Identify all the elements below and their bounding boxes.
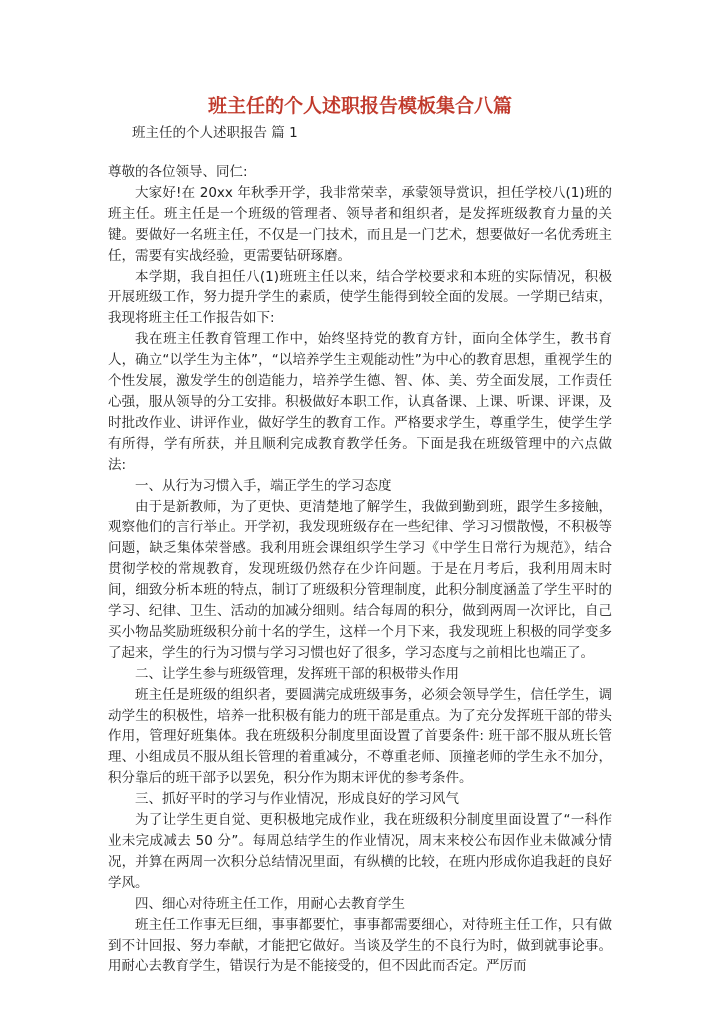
paragraph-greeting: 大家好!在 20xx 年秋季开学，我非常荣幸，承蒙领导赏识，担任学校八(1)班的班主任。班主任是一个班级的管理者、领导者和组织者，是发挥班级教育力量的关键。要做好一名班主任，不仅是一门技术，而且是一门艺术，想要做好一名优秀班主任，需要有实战经验，更需要钻研琢磨。 <box>108 184 612 264</box>
heading-point-1: 一、从行为习惯入手，端正学生的学习态度 <box>135 477 392 494</box>
section-heading: 班主任的个人述职报告 篇 1 <box>132 125 298 141</box>
paragraph-philosophy: 我在班主任教育管理工作中，始终坚持党的教育方针，面向全体学生，教书育人，确立“以学生为主体”，“以培养学生主观能动性”为中心的教育思想，重视学生的个性发展，激发学生的创造能力，培养学生德、智、体、美、劳全面发展，工作责任心强，服从领导的分工安排。积极做好本职工作，认真备课、上课、听课、评课，及时批改作业、讲评作业，做好学生的教育工作。严格要求学生，尊重学生，使学生学有所得，学有所获，并且顺利完成教育教学任务。下面是我在班级管理中的六点做法: <box>108 331 612 473</box>
heading-point-3: 三、抓好平时的学习与作业情况，形成良好的学习风气 <box>135 791 459 808</box>
page-title: 班主任的个人述职报告模板集合八篇 <box>207 95 512 117</box>
paragraph-point-4: 班主任工作事无巨细，事事都要忙，事事都需要细心，对待班主任工作，只有做到不计回报、努力奉献，才能把它做好。当谈及学生的不良行为时，做到就事论事。用耐心去教育学生，错误行为是不能接受的，但不因此而否定。严厉而 <box>108 916 612 975</box>
paragraph-point-2: 班主任是班级的组织者，要圆满完成班级事务，必须会领导学生，信任学生，调动学生的积极性，培养一批积极有能力的班干部是重点。为了充分发挥班干部的带头作用，管理好班集体。我在班级积分制度里面设置了首要条件: 班干部不服从班长管理、小组成员不服从组长管理的着重减分，不尊重老师、顶撞老师的学生永不加分，积分靠后的班干部予以罢免，积分作为期末评优的参考条件。 <box>108 686 612 787</box>
salutation: 尊敬的各位领导、同仁: <box>108 164 248 180</box>
paragraph-semester: 本学期，我自担任八(1)班班主任以来，结合学校要求和本班的实际情况，积极开展班级工作，努力提升学生的素质，使学生能得到较全面的发展。一学期已结束，我现将班主任工作报告如下: <box>108 268 612 327</box>
paragraph-point-3: 为了让学生更自觉、更积极地完成作业，我在班级积分制度里面设置了“一科作业未完成减去 50 分”。每周总结学生的作业情况，周末来校公布因作业未做减分情况，并算在两周一次积分总结情况里面，有纵横的比较，在班内形成你追我赶的良好学风。 <box>108 812 612 891</box>
heading-point-4: 四、细心对待班主任工作，用耐心去教育学生 <box>135 895 405 912</box>
heading-point-2: 二、让学生参与班级管理，发挥班干部的积极带头作用 <box>135 665 459 682</box>
paragraph-point-1: 由于是新教师，为了更快、更清楚地了解学生，我做到勤到班，跟学生多接触，观察他们的言行举止。开学初，我发现班级存在一些纪律、学习习惯散慢，不积极等问题，缺乏集体荣誉感。我利用班会课组织学生学习《中学生日常行为规范》，结合贯彻学校的常规教育，发现班级仍然存在少许问题。于是在月考后，我利用周末时间，细致分析本班的特点，制订了班级积分管理制度，此积分制度涵盖了学生平时的学习、纪律、卫生、活动的加减分细则。结合每周的积分，做到两周一次评比，自己买小物品奖励班级积分前十名的学生，这样一个月下来，我发现班上积极的同学变多了起来，学生的行为习惯与学习习惯也好了很多，学习态度与之前相比也端正了。 <box>108 498 612 661</box>
